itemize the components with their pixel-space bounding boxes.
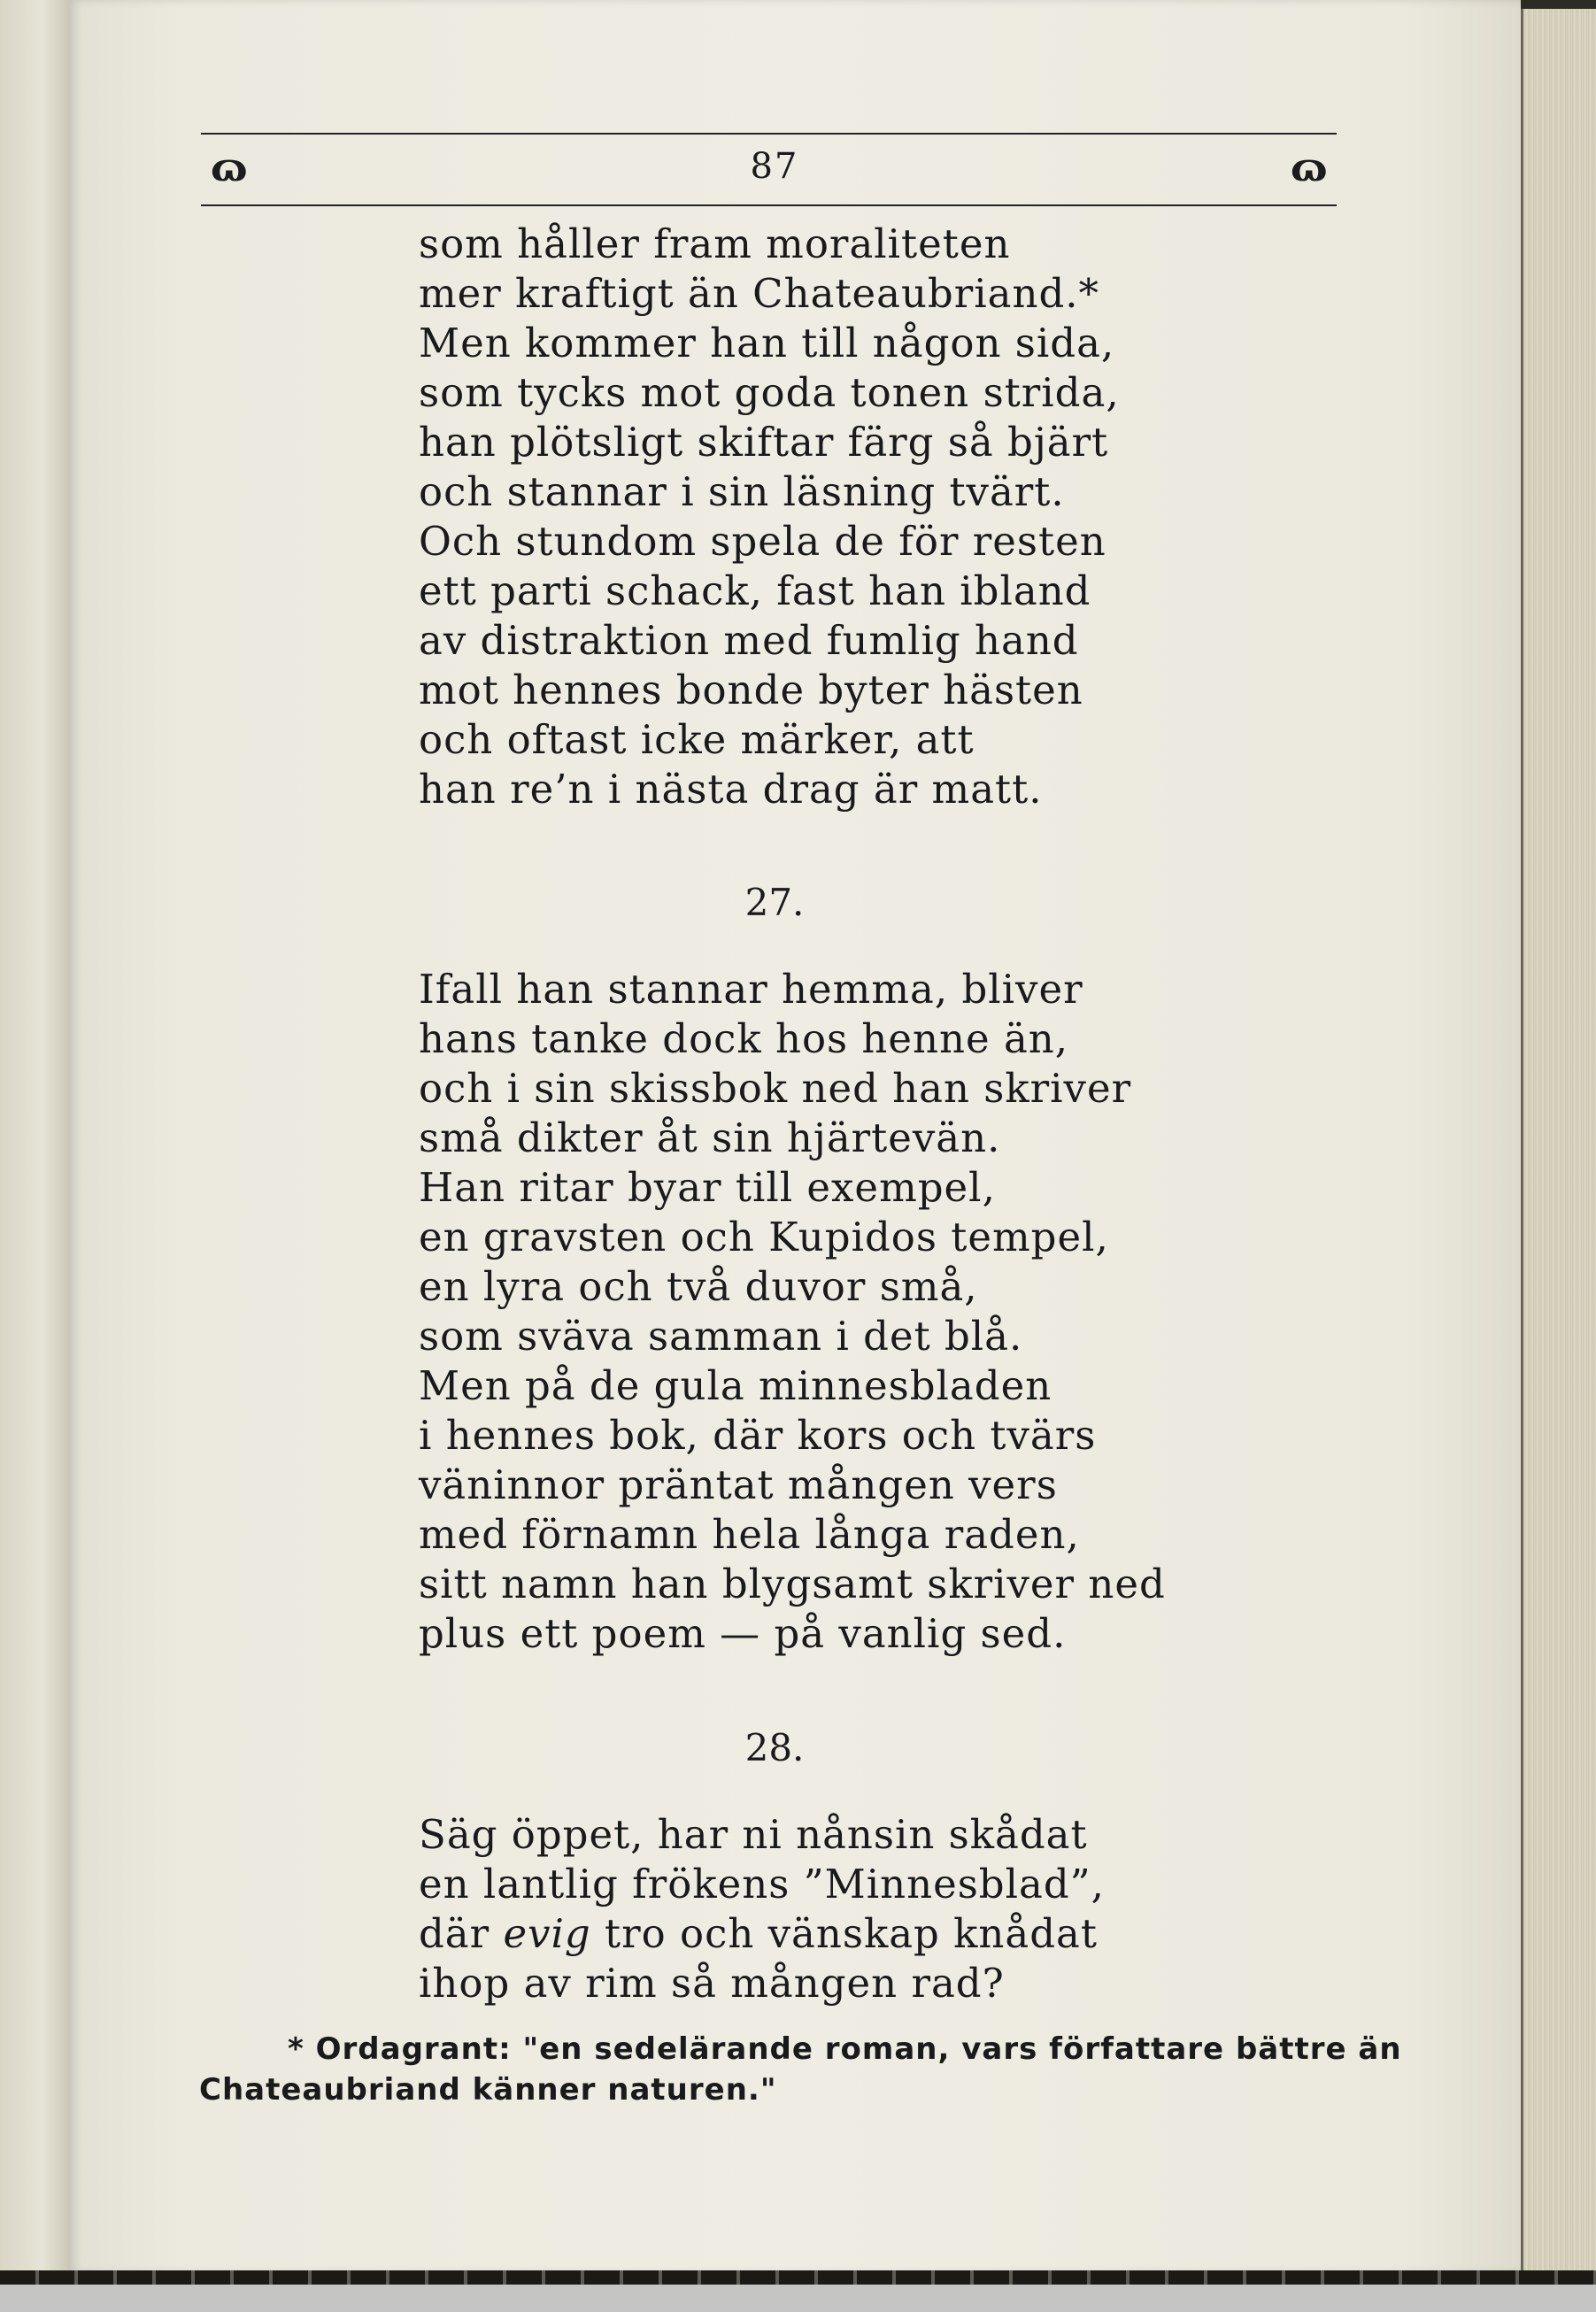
footnote-line: * Ordagrant: "en sedelärande roman, vars författare bättre än [288, 2031, 1402, 2067]
verse-line: ett parti schack, fast han ibland [419, 567, 1091, 614]
verse-line: som tycks mot goda tonen strida, [419, 369, 1120, 416]
verse-text: tro och vänskap knådat [605, 1910, 1098, 1957]
verse-line: ihop av rim så mången rad? [419, 1960, 1005, 2007]
verse-line: av distraktion med fumlig hand [419, 617, 1079, 664]
verse-line: som sväva samman i det blå. [419, 1313, 1023, 1360]
verse-line-with-italic [419, 1909, 1392, 1959]
stanza-continuation [419, 220, 1392, 814]
verse-line: i hennes bok, där kors och tvärs [419, 1412, 1097, 1459]
binding-bottom-edge [0, 2270, 1596, 2285]
verse-line: och i sin skissbok ned han skriver [419, 1065, 1132, 1112]
footnote [199, 2029, 1402, 2110]
verse-line: Ifall han stannar hemma, bliver [419, 966, 1083, 1013]
verse-line: Men kommer han till någon sida, [419, 320, 1115, 366]
verse-line: små dikter åt sin hjärtevän. [419, 1114, 1001, 1161]
verse-line: Han ritar byar till exempel, [419, 1164, 996, 1211]
verse-line: en lantlig frökens ”Minnesblad”, [419, 1861, 1105, 1907]
stanza-27 [419, 965, 1392, 1659]
verse-line: sitt namn han blygsamt skriver ned [419, 1561, 1166, 1607]
page-number: 87 [750, 146, 799, 187]
verse-line: Men på de gula minnesbladen [419, 1362, 1052, 1409]
verse-line: plus ett poem — på vanlig sed. [419, 1610, 1067, 1657]
page-stack-edge [1521, 9, 1596, 2275]
verse-line: mer kraftigt än Chateaubriand.* [419, 270, 1100, 317]
verse-line: Och stundom spela de för resten [419, 518, 1106, 565]
verse-line: mot hennes bonde byter hästen [419, 667, 1083, 713]
previous-page-edge [0, 0, 71, 2293]
ornament-right-icon: ɷ [1291, 145, 1328, 190]
verse-line: väninnor präntat mången vers [419, 1461, 1058, 1508]
verse-line: och stannar i sin läsning tvärt. [419, 468, 1065, 515]
stanza-28 [419, 1810, 1392, 2008]
verse-line: Säg öppet, har ni nånsin skådat [419, 1811, 1088, 1858]
header-rule-bottom [201, 204, 1337, 206]
verse-line: med förnamn hela långa raden, [419, 1511, 1080, 1558]
stanza-number-28: 28. [744, 1726, 805, 1769]
verse-line: han re’n i nästa drag är matt. [419, 766, 1043, 813]
stanza-number-27: 27. [744, 881, 805, 924]
ornament-left-icon: ɷ [211, 145, 248, 190]
verse-line: och oftast icke märker, att [419, 716, 975, 763]
verse-line: en lyra och två duvor små, [419, 1263, 978, 1310]
footnote-line: Chateaubriand känner naturen." [199, 2072, 777, 2108]
verse-line: en gravsten och Kupidos tempel, [419, 1214, 1109, 1260]
italic-word: evig [503, 1910, 591, 1957]
verse-line: som håller fram moraliteten [419, 220, 1011, 267]
header-rule-top [201, 133, 1337, 135]
verse-line: han plötsligt skiftar färg så bjärt [419, 419, 1109, 466]
verse-text: där [419, 1910, 490, 1957]
scan-margin [0, 2285, 1596, 2312]
verse-line: hans tanke dock hos henne än, [419, 1015, 1069, 1062]
